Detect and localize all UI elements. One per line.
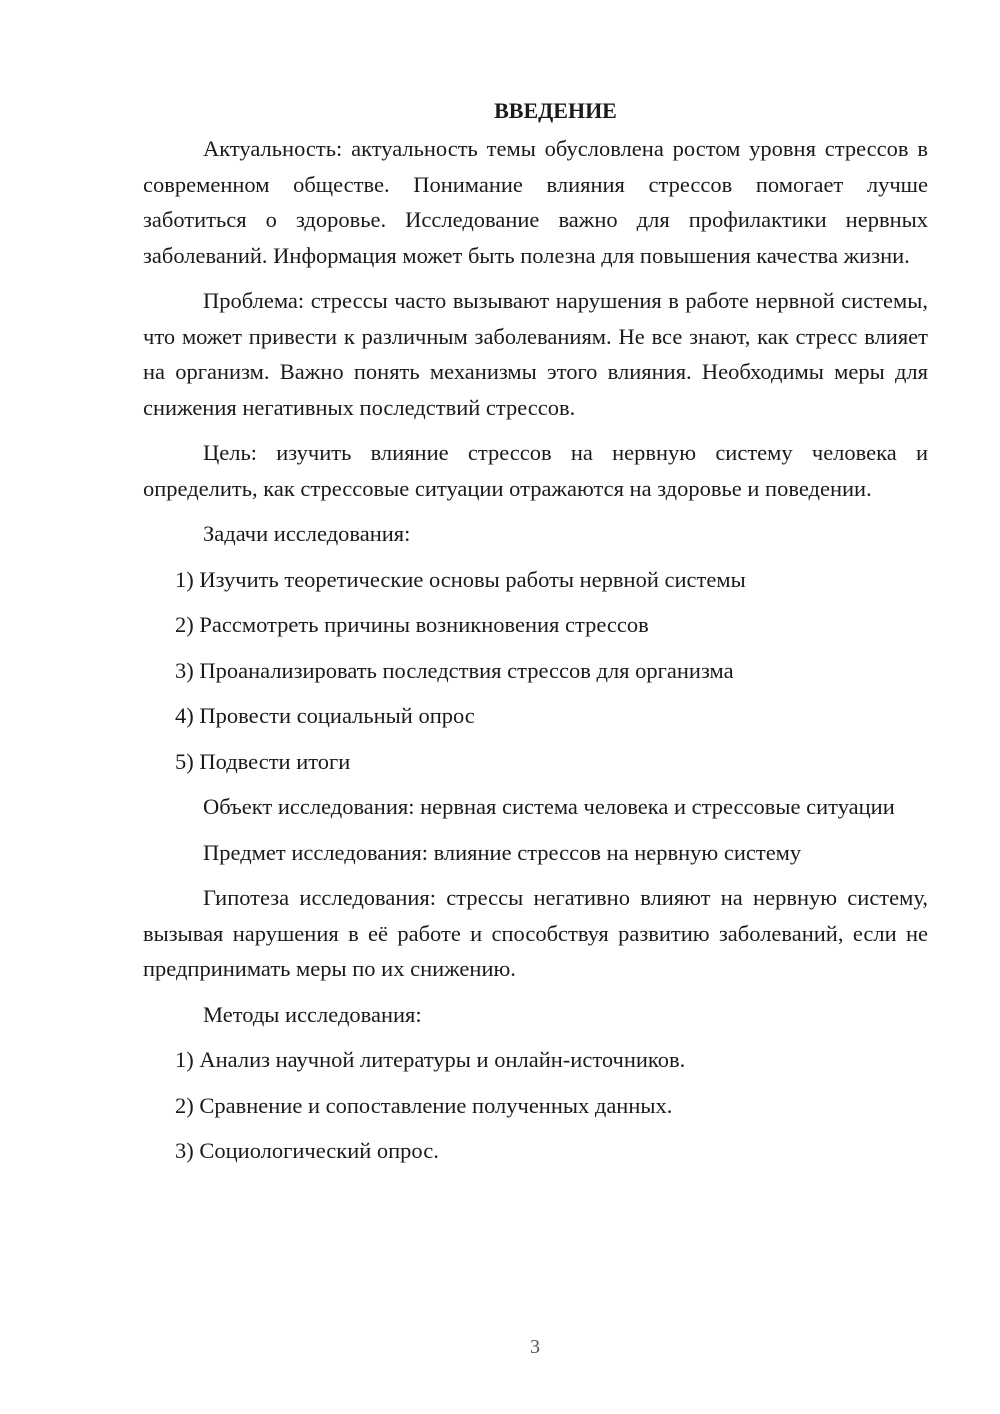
task-item-2: 2) Рассмотреть причины возникновения стрессов <box>175 612 649 637</box>
page-number: 3 <box>530 1336 540 1358</box>
method-item-1: 1) Анализ научной литературы и онлайн-источников. <box>175 1047 686 1072</box>
relevance-paragraph: Актуальность: актуальность темы обусловлена ростом уровня стрессов в современном обществе. Понимание влияния стрессов помогает лучше заботиться о здоровье. Исследование важно для профилактики нервных заболеваний. Информация может быть полезна для повышения качества жизни. <box>143 136 928 268</box>
task-item-3: 3) Проанализировать последствия стрессов для организма <box>175 657 734 683</box>
method-item-2: 2) Сравнение и сопоставление полученных данных. <box>175 1092 673 1118</box>
methods-heading: Методы исследования: <box>203 1001 422 1027</box>
subject-paragraph: Предмет исследования: влияние стрессов на нервную систему <box>203 839 802 865</box>
page-content <box>143 95 928 1179</box>
task-item-5: 5) Подвести итоги <box>175 748 351 774</box>
task-item-1: 1) Изучить теоретические основы работы нервной системы <box>175 566 746 592</box>
section-title: ВВЕДЕНИЕ <box>494 98 617 123</box>
object-paragraph: Объект исследования: нервная система человека и стрессовые ситуации <box>203 794 895 819</box>
task-item-4: 4) Провести социальный опрос <box>175 703 475 728</box>
goal-paragraph: Цель: изучить влияние стрессов на нервную систему человека и определить, как стрессовые ситуации отражаются на здоровье и поведении. <box>143 440 928 501</box>
tasks-heading: Задачи исследования: <box>203 521 411 546</box>
method-item-3: 3) Социологический опрос. <box>175 1138 439 1163</box>
problem-paragraph: Проблема: стрессы часто вызывают нарушения в работе нервной системы, что может привести к различным заболеваниям. Не все знают, как стресс влияет на организм. Важно понять механизмы этого влияния. Необходимы меры для снижения негативных последствий стрессов. <box>143 288 928 420</box>
hypothesis-paragraph: Гипотеза исследования: стрессы негативно влияют на нервную систему, вызывая нарушения в её работе и способствуя развитию заболеваний, если не предпринимать меры по их снижению. <box>143 885 928 981</box>
